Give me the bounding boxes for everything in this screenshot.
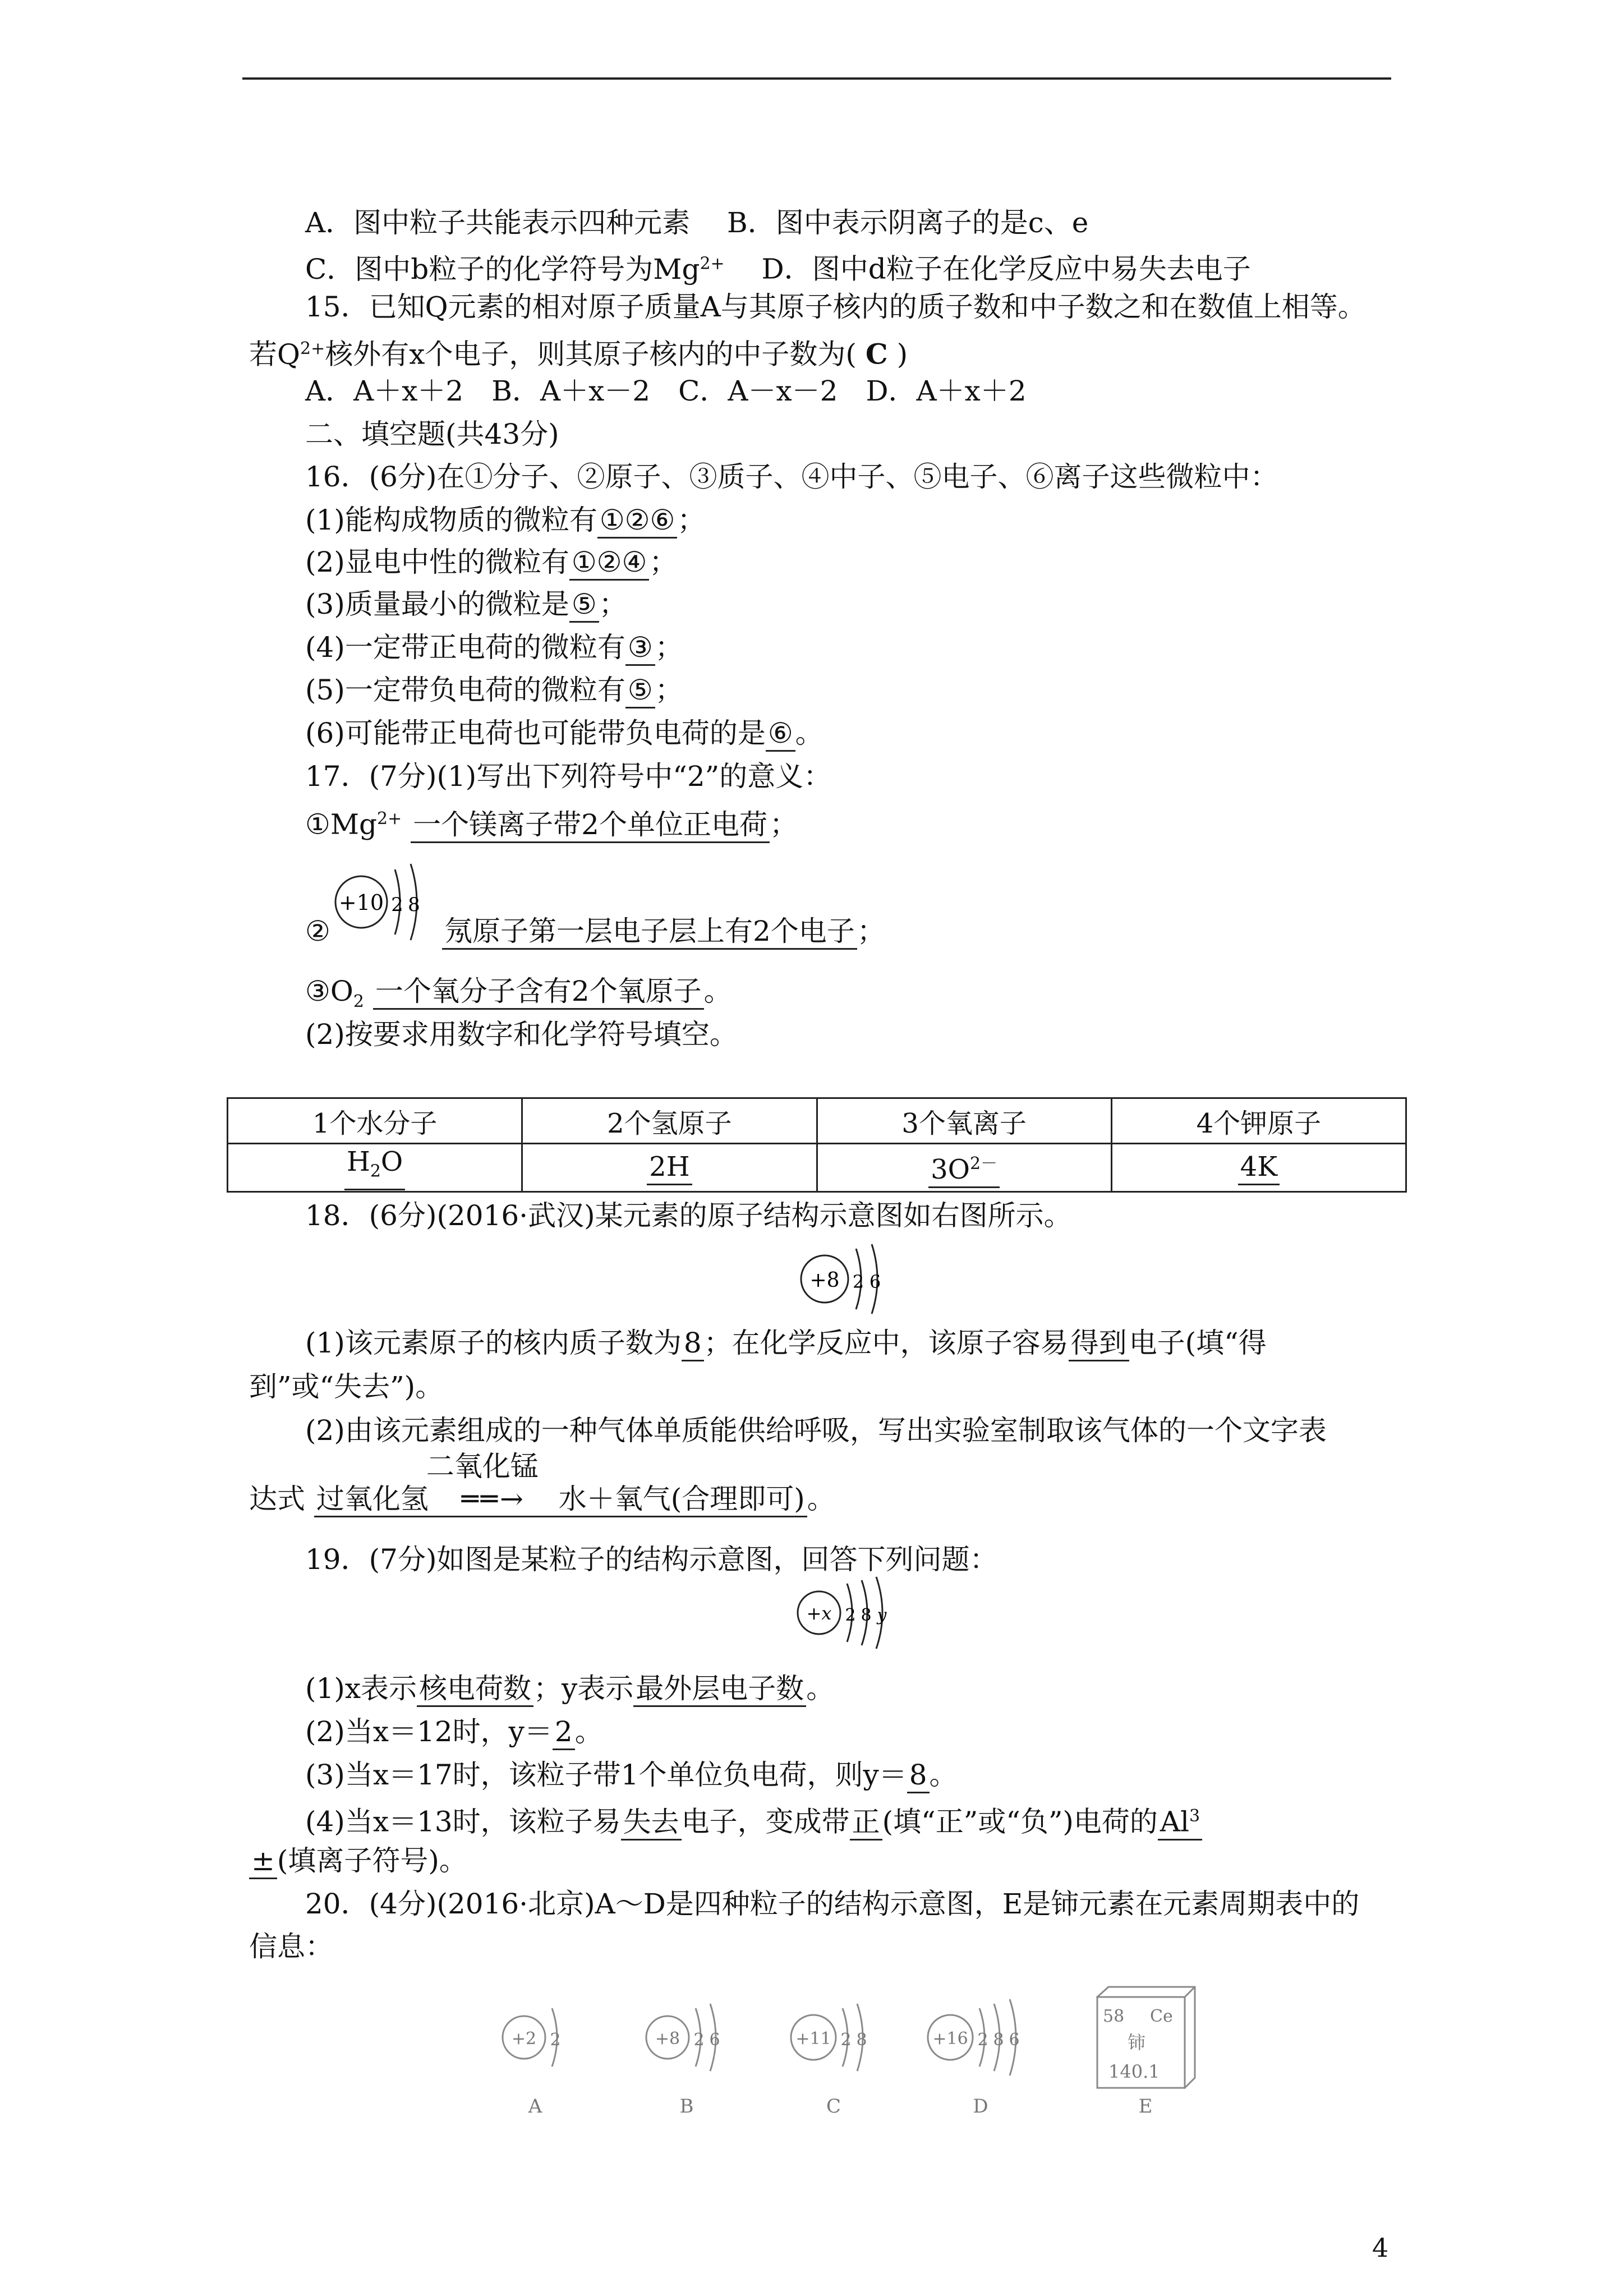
q14-option-a: A．图中粒子共能表示四种元素 [305,206,691,239]
svg-text:2: 2 [550,2030,561,2050]
q20-stem-line2: 信息： [249,1930,333,1963]
shell-3-count: y [877,1605,887,1625]
q16-item-3: (3)质量最小的微粒是⑤； [305,586,627,623]
q19-part1: (1)x表示核电荷数；y表示最外层电子数。 [305,1671,834,1707]
q16-answer-1: ①②⑥ [597,503,677,539]
q14-option-b: B．图中表示阴离子的是c、e [727,206,1089,239]
nucleus-charge: +8 [809,1269,840,1292]
svg-text:6: 6 [1009,2030,1020,2050]
q18-part2-expression: 达式 过氧化氢 二氧化锰 ══→ 水＋氧气(合理即可)。 [249,1481,835,1517]
q15-answer: C [865,337,888,371]
table-header-cell: 3个氧离子 [817,1098,1111,1144]
q14-option-c: C．图中b粒子的化学符号为$Mg^{2+}$ [305,252,725,286]
q19-answer-2: 最外层电子数 [633,1672,806,1707]
element-symbol: Ce [1150,2007,1173,2026]
q19-part4-line2: ±(填离子符号)。 [249,1843,467,1879]
element-cell-e [1097,1987,1195,2118]
q19-answer-4: 8 [907,1758,930,1793]
table-answer-cell: 2H [522,1144,817,1192]
q14-options-row1 [305,205,1088,241]
q18-part1-line2: 到”或“失去”)。 [249,1370,444,1403]
table-header-cell: 4个钾原子 [1111,1098,1406,1144]
q19-part2: (2)当x＝12时，y＝2。 [305,1714,603,1750]
q14-options-row2 [305,246,1251,287]
q16-answer-6: ⑥ [766,716,795,752]
particle-a [503,2008,561,2118]
q17-answer-2: 氖原子第一层电子层上有2个电子 [442,914,857,950]
q16-item-6: (6)可能带正电荷也可能带负电荷的是⑥。 [305,715,823,752]
particle-d [928,1999,1020,2118]
particle-label: A [528,2095,542,2118]
svg-text:+16: +16 [932,2029,968,2049]
shell-2-count: 8 [408,894,420,916]
q16-answer-5: ⑤ [625,673,655,708]
shell-1-count: 2 [391,894,403,916]
svg-text:+11: +11 [795,2029,831,2049]
q15-stem-line2: 若$Q^{2+}$核外有x个电子，则其原子核内的中子数为( C ) [249,337,908,371]
section-title: 二、填空题(共43分) [305,418,559,450]
particle-diagram [791,1573,914,1652]
particle-label: C [826,2095,841,2118]
table-header-row [228,1098,1406,1144]
shell-2-count: 8 [861,1605,872,1625]
q18-part1: (1)该元素原子的核内质子数为8；在化学反应中，该原子容易得到电子(填“得 [305,1325,1267,1361]
q14-option-d: D．图中d粒子在化学反应中易失去电子 [761,252,1251,286]
q17-answer-table [227,1097,1407,1193]
nucleus-charge: +10 [338,890,384,915]
svg-text:+2: +2 [511,2029,537,2049]
table-header-cell: 1个水分子 [228,1098,522,1144]
q17-part2: (2)按要求用数字和化学符号填空。 [305,1018,738,1051]
q20-stem-line1: 20．(4分)(2016·北京)A～D是四种粒子的结构示意图，E是铈元素在元素周期表中的 [305,1888,1360,1920]
oxygen-atom-diagram [795,1239,908,1323]
table-answer-cell: $3O^{2-}$ [817,1144,1111,1192]
shell-1-count: 2 [845,1605,856,1625]
q19-answer-5: 失去 [621,1805,682,1841]
element-name: 铈 [1128,2032,1146,2053]
table-header-cell: 2个氢原子 [522,1098,817,1144]
q18-stem: 18．(6分)(2016·武汉)某元素的原子结构示意图如右图所示。 [305,1199,1072,1232]
q19-stem: 19．(7分)如图是某粒子的结构示意图，回答下列问题： [305,1543,998,1576]
svg-text:6: 6 [709,2030,720,2050]
svg-text:2: 2 [977,2030,988,2050]
neon-atom-diagram [332,853,444,948]
q19-part4: (4)当x＝13时，该粒子易失去电子，变成带正(填“正”或“负”)电荷的Al$^3$ [305,1800,1202,1841]
particle-c [791,2004,867,2118]
q17-answer-3: 一个氧分子含有2个氧原子 [373,974,704,1010]
q15-stem-line1: 15．已知Q元素的相对原子质量A与其原子核内的质子数和中子数之和在数值上相等。 [305,291,1366,323]
q16-answer-2: ①②④ [569,545,649,581]
shell-1-count: 2 [852,1271,864,1292]
header-rule [242,77,1391,80]
svg-text:2: 2 [840,2030,852,2050]
q17-item-3: $③O_2$ 一个氧分子含有2个氧原子。 [305,975,732,1011]
svg-text:8: 8 [856,2030,867,2050]
page-number: 4 [1372,2233,1389,2263]
reaction-arrow: 二氧化锰 ══→ [426,1450,539,1515]
svg-text:+8: +8 [655,2029,680,2049]
q16-item-2: (2)显电中性的微粒有①②④； [305,544,677,581]
q16-item-4: (4)一定带正电荷的微粒有③； [305,629,683,666]
atomic-number: 58 [1103,2007,1125,2026]
q16-item-1: (1)能构成物质的微粒有①②⑥； [305,502,705,539]
q19-answer-6: 正 [850,1805,882,1841]
q16-answer-4: ③ [625,631,655,666]
q19-answer-7: Al$^3$ [1158,1800,1202,1841]
particle-label: E [1138,2095,1153,2118]
q18-answer-2: 得到 [1069,1326,1129,1361]
q20-figure [494,1986,1217,2126]
q15-options: A．A＋x＋2 B．A＋x－2 C．A－x－2 D．A＋x＋2 [305,375,1027,407]
q18-part2-line1: (2)由该元素组成的一种气体单质能供给呼吸，写出实验室制取该气体的一个文字表 [305,1414,1327,1447]
particle-label: D [973,2095,988,2118]
q17-answer-1: 一个镁离子带2个单位正电荷 [411,808,770,843]
q17-stem: 17．(7分)(1)写出下列符号中“2”的意义： [305,760,832,793]
atomic-mass: 140.1 [1108,2061,1160,2082]
table-answer-row [228,1144,1406,1192]
table-answer-cell: 4K [1111,1144,1406,1192]
q19-answer-3: 2 [553,1715,575,1750]
q18-answer-1: 8 [682,1326,704,1361]
particle-b [646,2004,720,2118]
q18-answer-expression: 过氧化氢 二氧化锰 ══→ 水＋氧气(合理即可) [314,1482,807,1517]
svg-text:8: 8 [993,2030,1004,2050]
particle-label: B [679,2095,694,2118]
nucleus-charge: +x [806,1603,832,1624]
q16-stem: 16．(6分)在①分子、②原子、③质子、④中子、⑤电子、⑥离子这些微粒中： [305,461,1278,493]
q19-part3: (3)当x＝17时，该粒子带1个单位负电荷，则y＝8。 [305,1757,958,1793]
q17-item-2: 氖原子第一层电子层上有2个电子； [442,913,885,950]
q16-answer-3: ⑤ [569,587,599,623]
svg-text:2: 2 [693,2030,705,2050]
shell-2-count: 6 [869,1271,881,1292]
q16-item-5: (5)一定带负电荷的微粒有⑤； [305,672,683,708]
q17-item-1: $①Mg^{2+}$ 一个镁离子带2个单位正电荷； [305,801,798,843]
table-answer-cell: $H_2O$ [228,1144,522,1192]
q17-item-2-prefix: ② [305,915,330,947]
q19-answer-1: 核电荷数 [417,1672,533,1707]
